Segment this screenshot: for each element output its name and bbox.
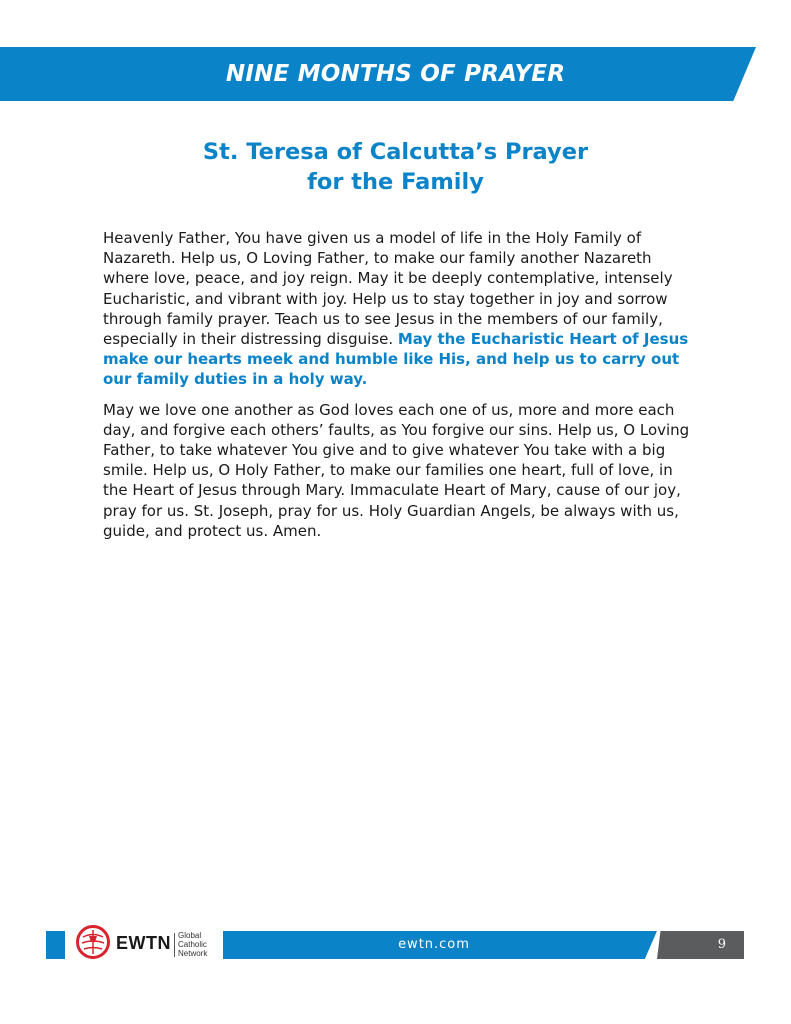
- prayer-title-line-2: for the Family: [307, 169, 484, 195]
- globe-cross-icon: [76, 925, 110, 959]
- prayer-paragraph-2: May we love one another as God loves each one of us, more and more each day, and forgive each others’ faults, as You forgive our sins. Help us, O Loving Father, to take whatever You give and to give whatever You take with a big smile. Help us, O Holy Father, to make our families one heart, full of love, in the Heart of Jesus through Mary. Immaculate Heart of Mary, cause of our joy, pray for us. St. Joseph, pray for us. Holy Guardian Angels, be always with us, guide, and protect us. Amen.: [103, 400, 690, 540]
- logo-tagline-line: Global: [178, 931, 202, 940]
- logo-tagline-line: Network: [178, 949, 208, 958]
- prayer-title-line-1: St. Teresa of Calcutta’s Prayer: [202, 139, 589, 165]
- page-number: 9: [717, 937, 726, 952]
- prayer-paragraph-1: [103, 228, 693, 390]
- footer-accent-block: [46, 931, 65, 959]
- header-title: NINE MONTHS OF PRAYER: [225, 61, 566, 87]
- prayer-title: [0, 137, 791, 197]
- logo-wordmark: EWTN: [116, 933, 171, 953]
- prayer-paragraph-1-text: Heavenly Father, You have given us a model of life in the Holy Family of Nazareth. Help us, O Loving Father, to make our family another Nazareth where love, peace, and joy reign. May it be deeply contemplative, intensely Eucharistic, and vibrant with joy. Help us to stay together in joy and sorrow through family prayer. Teach us to see Jesus in the members of our family, especially in their distressing disguise.: [103, 229, 673, 349]
- footer-url-link[interactable]: ewtn.com: [398, 937, 470, 952]
- logo-tagline: [178, 931, 220, 958]
- prayer-emphasis-text: May the Eucharistic Heart of Jesus make our hearts meek and humble like His, and help us to carry out our family duties in a holy way.: [103, 330, 689, 389]
- logo-divider: [174, 933, 175, 957]
- logo-tagline-line: Catholic: [178, 940, 207, 949]
- prayer-body: [103, 228, 693, 551]
- ewtn-logo: [73, 921, 223, 967]
